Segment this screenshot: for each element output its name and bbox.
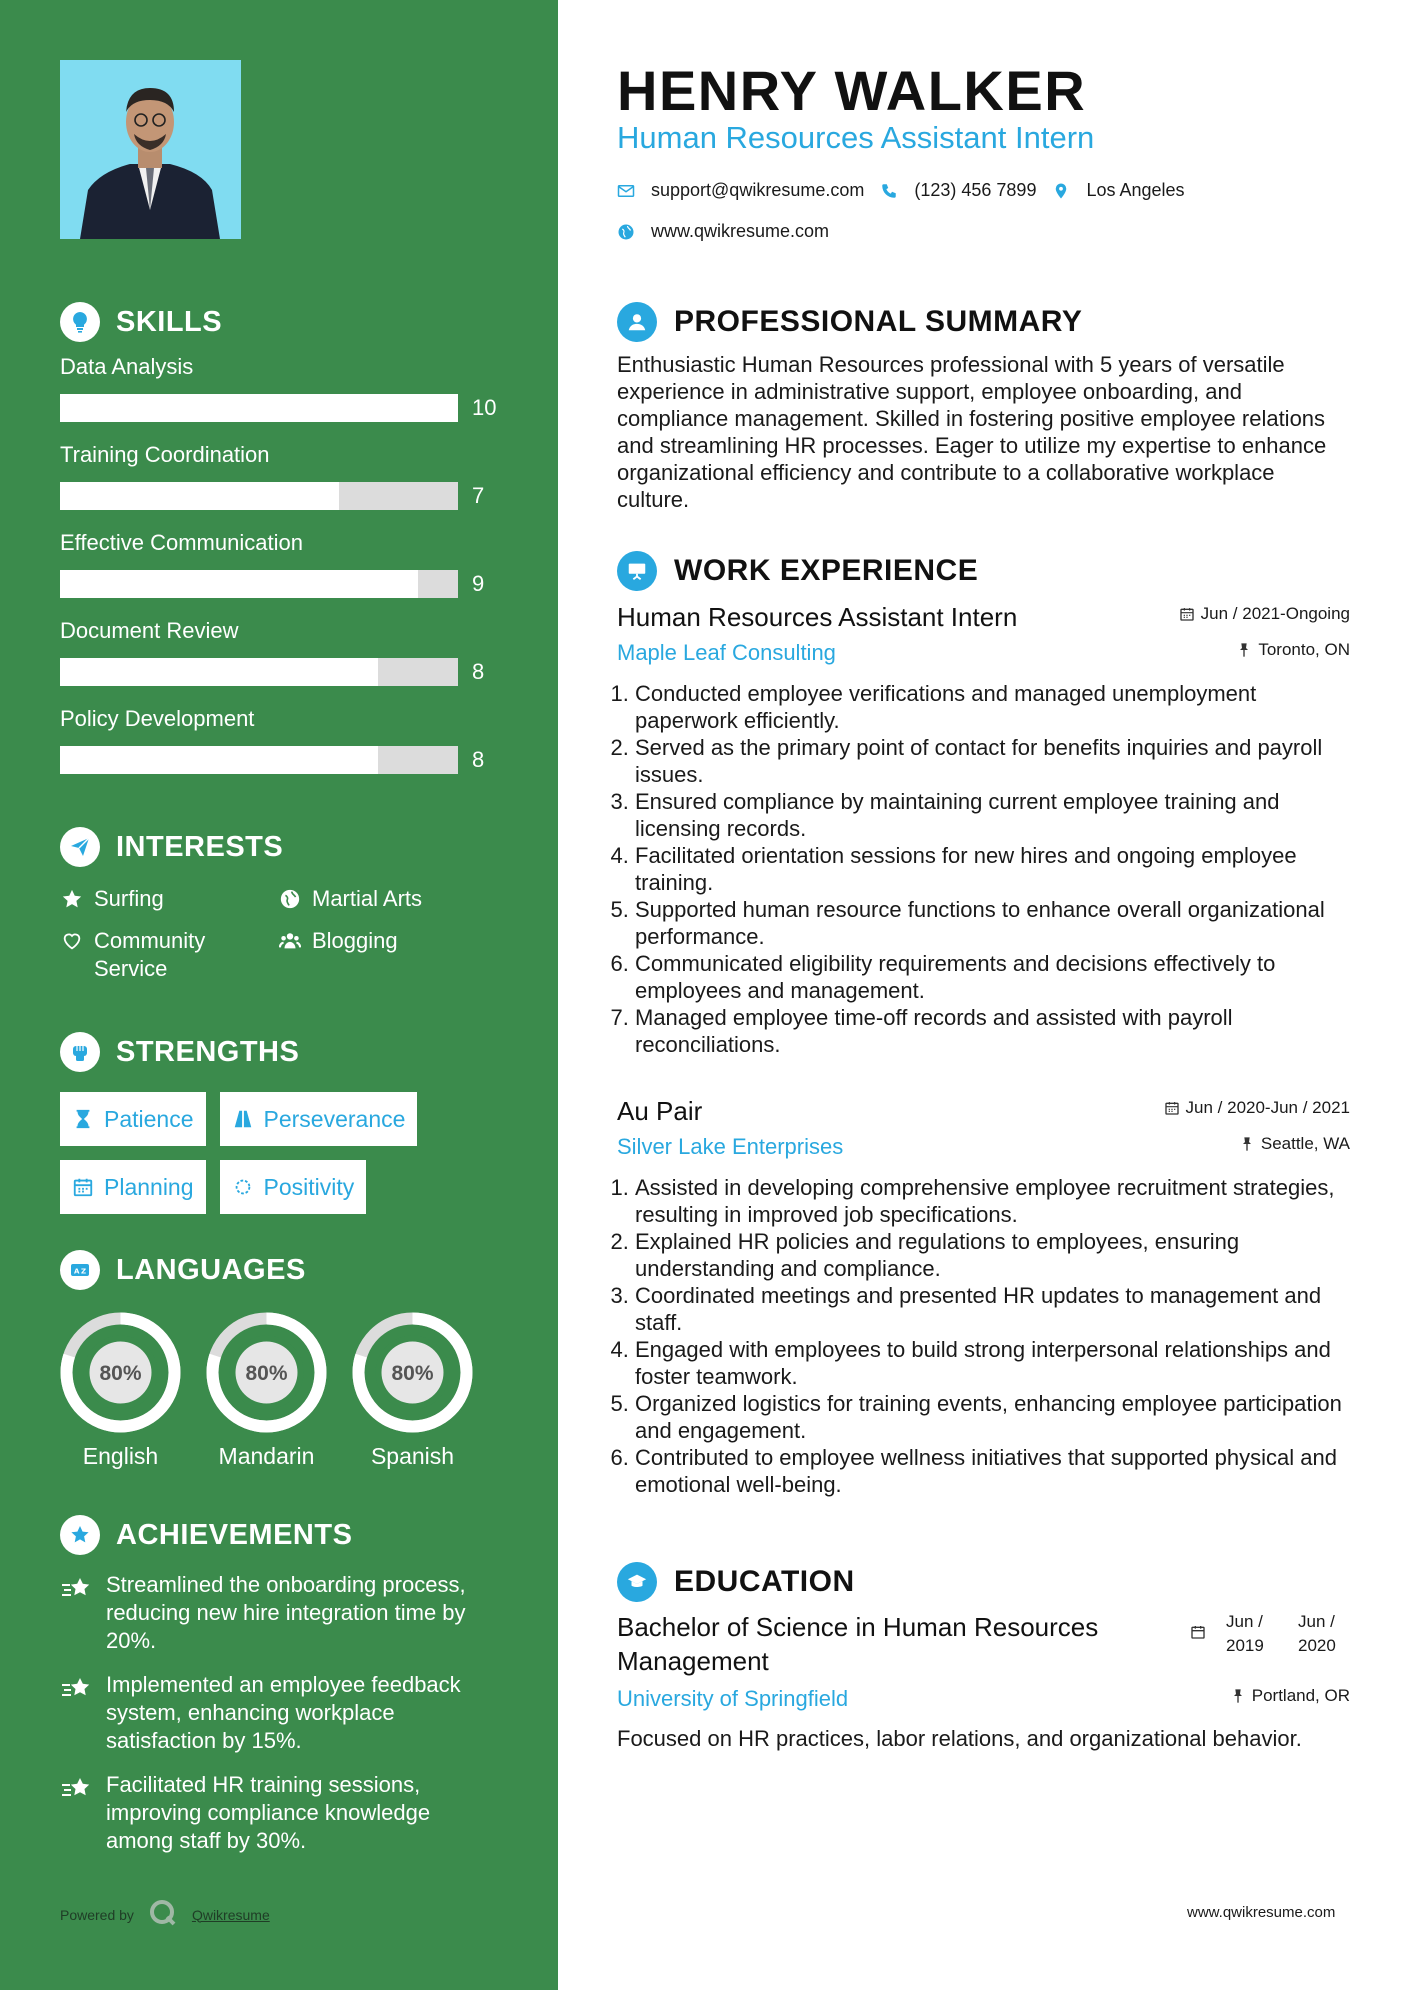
duty-item: 5. Supported human resource functions to enhance overall organizational performance. (635, 896, 1350, 950)
skill-value: 8 (472, 747, 485, 772)
sun-icon (232, 1176, 254, 1198)
road-icon (232, 1108, 254, 1130)
interest-item (278, 927, 496, 983)
powered-by (60, 1898, 270, 1931)
shooting-star-icon (60, 1671, 94, 1701)
skill-bar (60, 394, 458, 422)
language-item (206, 1312, 327, 1470)
duty-item: 1. Conducted employee verifications and managed unemployment paperwork efficiently. (635, 680, 1350, 734)
footer-url[interactable]: www.qwikresume.com (1187, 1904, 1336, 1921)
language-icon (60, 1250, 100, 1290)
skill-bar-fill (60, 570, 418, 598)
language-ring (206, 1312, 327, 1433)
language-percent: 80% (245, 1362, 288, 1385)
contact-row (617, 180, 1201, 201)
achievement-text: Facilitated HR training sessions, improving compliance knowledge among staff by 30%. (106, 1772, 431, 1853)
skill-bar-fill (60, 482, 339, 510)
education-start: Jun / 2019 (1226, 1612, 1264, 1655)
globe-icon (617, 223, 635, 241)
powered-by-text: Powered by (60, 1906, 134, 1923)
company-name[interactable]: Silver Lake Enterprises (617, 1134, 844, 1159)
interest-item (60, 927, 278, 983)
interest-label: Martial Arts (312, 886, 423, 911)
degree-title: Bachelor of Science in Human Resources Management (617, 1612, 1099, 1676)
strength-tag (220, 1160, 367, 1214)
language-name: Mandarin (218, 1443, 315, 1469)
duties-list (617, 680, 1350, 1058)
qwikresume-logo-icon (148, 1898, 178, 1931)
skill-name: Training Coordination (60, 442, 270, 467)
education-dates (1190, 1610, 1350, 1658)
svg-text:A: A (74, 1267, 80, 1276)
language-item (352, 1312, 473, 1470)
job-entry (617, 600, 1350, 1058)
presentation-icon (617, 551, 657, 591)
job-dates-text: Jun / 2020-Jun / 2021 (1185, 1098, 1350, 1117)
skill-name: Document Review (60, 618, 239, 643)
email-link[interactable]: support@qwikresume.com (651, 180, 865, 200)
duty-item: 2. Served as the primary point of contact for benefits inquiries and payroll issues. (635, 734, 1350, 788)
language-ring (352, 1312, 473, 1433)
achievement-text: Streamlined the onboarding process, reducing new hire integration time by 20%. (106, 1572, 466, 1653)
education-location (1230, 1686, 1350, 1706)
skill-value: 9 (472, 571, 485, 596)
interest-item (278, 885, 496, 913)
company-name[interactable]: Maple Leaf Consulting (617, 640, 836, 665)
graduation-cap-icon (617, 1562, 657, 1602)
summary-text: Enthusiastic Human Resources professional with 5 years of versatile experience in administrative support, employee onboarding, and compliance management. Skilled in fostering positive employee relations and streamlining HR processes. Eager to utilize my expertise to enhance organizational efficiency and contribute to a collaborative workplace culture. (617, 352, 1327, 512)
pin-icon (1230, 1688, 1246, 1704)
experience-heading (617, 551, 978, 591)
achievements-section (60, 1515, 500, 1855)
interests-heading-text: INTERESTS (116, 830, 284, 863)
language-item (60, 1312, 181, 1470)
strengths-heading (60, 1032, 500, 1072)
strengths-heading-text: STRENGTHS (116, 1035, 300, 1068)
duty-item: 7. Managed employee time-off records and assisted with payroll reconciliations. (635, 1004, 1350, 1058)
experience-heading-text: WORK EXPERIENCE (674, 554, 979, 587)
interests-section (60, 827, 500, 983)
fist-icon (60, 1032, 100, 1072)
skill-item (60, 352, 500, 440)
skill-bar (60, 570, 458, 598)
skill-name: Effective Communication (60, 530, 303, 555)
shooting-star-icon (60, 1571, 94, 1601)
education-description: Focused on HR practices, labor relations, and organizational behavior. (617, 1726, 1302, 1751)
skill-bar (60, 746, 458, 774)
job-title: Au Pair (617, 1096, 703, 1126)
users-icon (278, 927, 302, 955)
profile-photo (60, 60, 241, 239)
star-badge-icon (60, 1515, 100, 1555)
map-pin-icon (1052, 182, 1070, 200)
job-dates-text: Jun / 2021-Ongoing (1200, 604, 1350, 623)
education-heading (617, 1562, 855, 1602)
strength-tag (60, 1160, 206, 1214)
language-ring (60, 1312, 181, 1433)
language-percent: 80% (99, 1362, 142, 1385)
skill-name: Policy Development (60, 706, 255, 731)
languages-heading-text: LANGUAGES (116, 1253, 306, 1286)
strength-label: Positivity (263, 1173, 355, 1200)
languages-heading (60, 1250, 500, 1290)
achievement-text: Implemented an employee feedback system, enhancing workplace satisfaction by 15%. (106, 1672, 461, 1753)
skill-bar-fill (60, 394, 458, 422)
achievements-heading-text: ACHIEVEMENTS (116, 1518, 353, 1551)
skills-heading (60, 302, 500, 342)
website-link[interactable]: www.qwikresume.com (651, 221, 830, 241)
website-row (617, 221, 845, 242)
job-location-text: Toronto, ON (1258, 640, 1350, 659)
duty-item: 5. Organized logistics for training events, enhancing employee participation and engagement. (635, 1390, 1350, 1444)
strength-label: Perseverance (263, 1105, 406, 1132)
education-end: Jun / 2020 (1298, 1612, 1336, 1655)
calendar-icon (72, 1176, 94, 1198)
skill-bar (60, 658, 458, 686)
user-icon (617, 302, 657, 342)
duty-item: 6. Communicated eligibility requirements and decisions effectively to employees and management. (635, 950, 1350, 1004)
pin-icon (1236, 642, 1252, 658)
qwikresume-link[interactable]: Qwikresume (191, 1906, 270, 1923)
summary-heading (617, 302, 1082, 342)
skill-item (60, 616, 500, 704)
skill-bar (60, 482, 458, 510)
skill-bar-fill (60, 746, 378, 774)
education-heading-text: EDUCATION (674, 1565, 855, 1598)
summary-heading-text: PROFESSIONAL SUMMARY (674, 305, 1083, 338)
calendar-icon (1190, 1624, 1206, 1640)
job-entry (617, 1094, 1350, 1498)
duty-item: 3. Coordinated meetings and presented HR updates to management and staff. (635, 1282, 1350, 1336)
languages-section (60, 1250, 500, 1470)
skill-bar-fill (60, 658, 378, 686)
school-name[interactable]: University of Springfield (617, 1686, 849, 1711)
language-name: English (82, 1443, 159, 1469)
phone-icon (880, 182, 898, 200)
paper-plane-icon (60, 827, 100, 867)
interest-item (60, 885, 278, 913)
duty-item: 2. Explained HR policies and regulations to employees, ensuring understanding and compliance. (635, 1228, 1350, 1282)
job-location (1239, 1134, 1350, 1154)
strength-tag (60, 1092, 206, 1146)
star-icon (60, 885, 84, 913)
strength-tag (220, 1092, 418, 1146)
calendar-icon (1179, 606, 1195, 622)
strengths-section (60, 1032, 500, 1214)
achievement-item (60, 1671, 500, 1755)
pin-icon (1239, 1136, 1255, 1152)
skills-heading-text: SKILLS (116, 305, 223, 338)
skill-item (60, 440, 500, 528)
strength-label: Planning (104, 1173, 194, 1200)
duties-list (617, 1174, 1350, 1498)
skill-item (60, 704, 500, 792)
skill-value: 7 (472, 483, 485, 508)
candidate-name: HENRY WALKER (617, 59, 1087, 122)
skills-section (60, 302, 500, 792)
sidebar (0, 0, 558, 1990)
interest-label: Blogging (312, 928, 398, 953)
language-name: Spanish (370, 1443, 455, 1469)
duty-item: 1. Assisted in developing comprehensive employee recruitment strategies, resulting in improved job specifications. (635, 1174, 1350, 1228)
education-location-text: Portland, OR (1251, 1686, 1350, 1705)
globe-icon (278, 885, 302, 913)
skill-name: Data Analysis (60, 354, 194, 379)
phone-text: (123) 456 7899 (914, 180, 1037, 200)
job-location-text: Seattle, WA (1260, 1134, 1350, 1153)
achievement-item (60, 1771, 500, 1855)
duty-item: 3. Ensured compliance by maintaining current employee training and licensing records. (635, 788, 1350, 842)
skill-value: 8 (472, 659, 485, 684)
hourglass-icon (72, 1108, 94, 1130)
candidate-title: Human Resources Assistant Intern (617, 120, 1095, 155)
shooting-star-icon (60, 1771, 94, 1801)
job-dates (1179, 604, 1350, 624)
duty-item: 4. Engaged with employees to build strong interpersonal relationships and foster teamwork. (635, 1336, 1350, 1390)
lightbulb-icon (60, 302, 100, 342)
job-location (1236, 640, 1350, 660)
calendar-icon (1164, 1100, 1180, 1116)
language-percent: 80% (391, 1362, 434, 1385)
achievement-item (60, 1571, 500, 1655)
duty-item: 6. Contributed to employee wellness initiatives that supported physical and emotional well-being. (635, 1444, 1350, 1498)
svg-text:Z: Z (81, 1267, 87, 1276)
job-title: Human Resources Assistant Intern (617, 602, 1018, 632)
location-text: Los Angeles (1086, 180, 1185, 200)
skill-item (60, 528, 500, 616)
interests-heading (60, 827, 500, 867)
skill-value: 10 (472, 395, 497, 420)
achievements-heading (60, 1515, 500, 1555)
heart-outline-icon (60, 927, 84, 955)
education-entry (617, 1610, 1350, 1752)
strength-label: Patience (104, 1105, 194, 1132)
duty-item: 4. Facilitated orientation sessions for new hires and ongoing employee training. (635, 842, 1350, 896)
interest-label: Community Service (94, 928, 206, 981)
job-dates (1164, 1098, 1350, 1118)
envelope-icon (617, 182, 635, 200)
interest-label: Surfing (94, 886, 164, 911)
